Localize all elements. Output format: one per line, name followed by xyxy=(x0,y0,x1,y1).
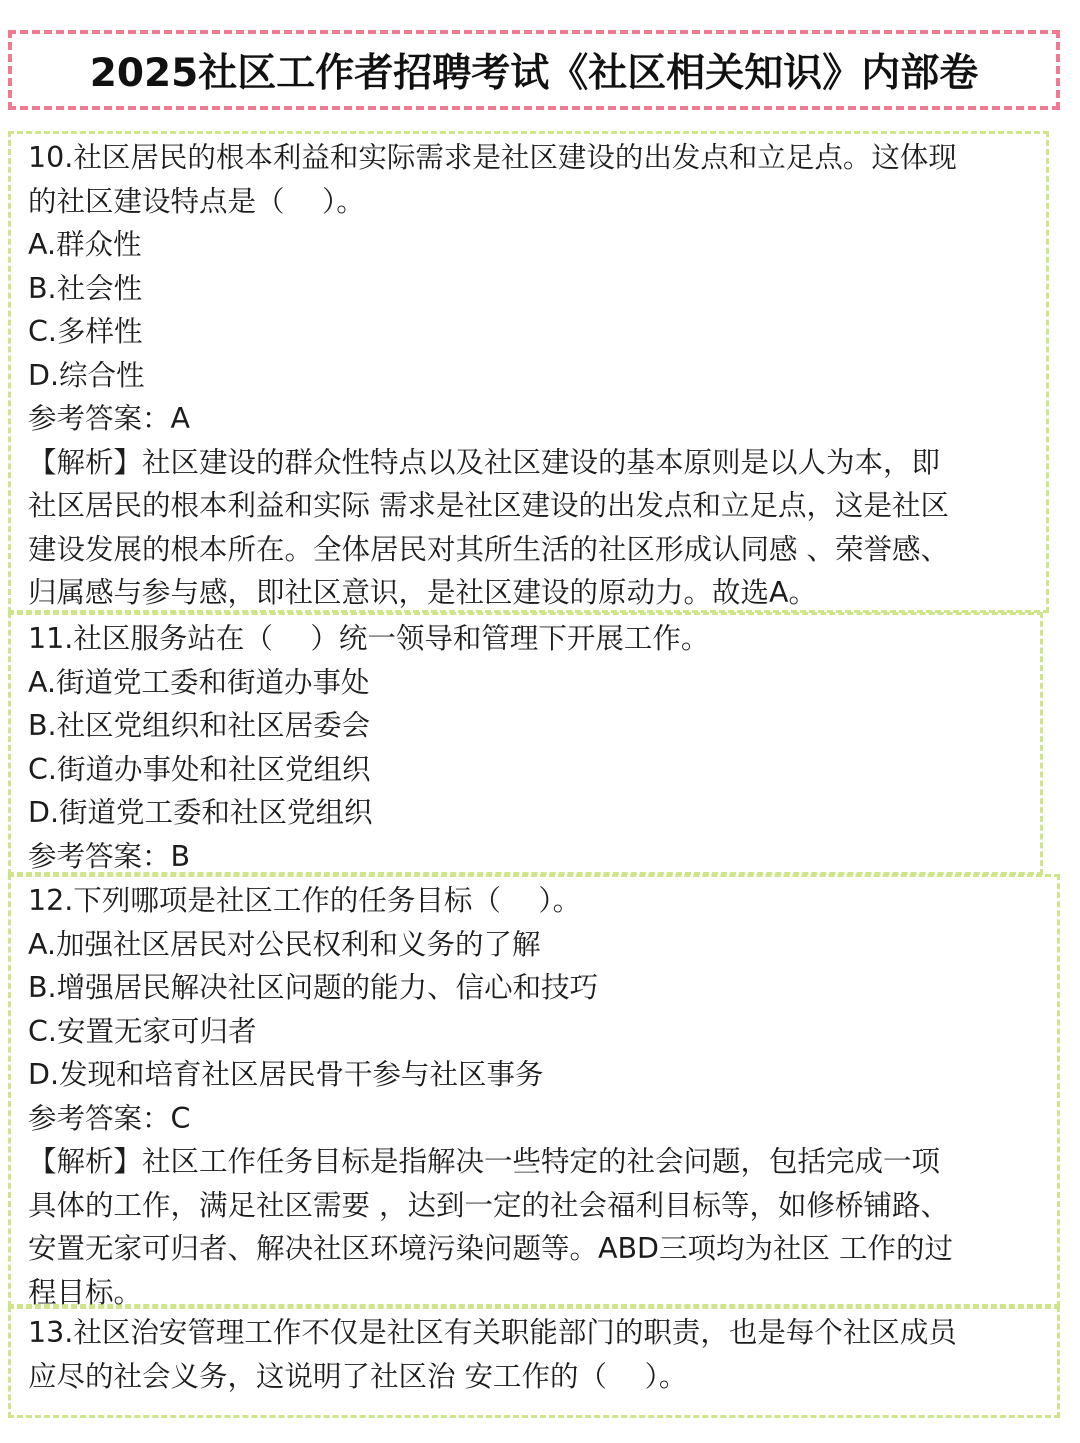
option-b: B.社区党组织和社区居委会 xyxy=(28,709,371,742)
page-title: 2025社区工作者招聘考试《社区相关知识》内部卷 xyxy=(89,51,979,96)
option-d: D.综合性 xyxy=(28,358,145,392)
option-a: A.街道党工委和街道办事处 xyxy=(28,665,370,699)
explanation-line: 建设发展的根本所在。全体居民对其所生活的社区形成认同感 、荣誉感、 xyxy=(28,532,950,566)
question-text-line: 应尽的社会义务，这说明了社区治 安工作的（ ）。 xyxy=(28,1359,688,1393)
explanation-line: 安置无家可归者、解决社区环境污染问题等。ABD三项均为社区 工作的过 xyxy=(28,1232,954,1265)
option-b: B.社会性 xyxy=(28,271,143,305)
explanation-line: 具体的工作，满足社区需要 ，达到一定的社会福利目标等，如修桥铺路、 xyxy=(28,1188,950,1222)
option-d: D.发现和培育社区居民骨干参与社区事务 xyxy=(28,1058,544,1091)
question-text-line: 的社区建设特点是（ ）。 xyxy=(28,184,365,218)
option-d: D.街道党工委和社区党组织 xyxy=(28,796,373,829)
question-text-line: 11.社区服务站在（ ）统一领导和管理下开展工作。 xyxy=(28,622,710,655)
question-text-line: 12.下列哪项是社区工作的任务目标（ ）。 xyxy=(28,884,582,917)
option-b: B.增强居民解决社区问题的能力、信心和技巧 xyxy=(28,971,599,1004)
option-c: C.安置无家可归者 xyxy=(28,1014,257,1048)
explanation-line: 【解析】社区工作任务目标是指解决一些特定的社会问题，包括完成一项 xyxy=(28,1145,941,1178)
reference-answer: 参考答案：A xyxy=(28,402,190,435)
question-text-line: 13.社区治安管理工作不仅是社区有关职能部门的职责，也是每个社区成员 xyxy=(28,1316,957,1349)
title-banner xyxy=(8,30,1060,110)
explanation-line: 社区居民的根本利益和实际 需求是社区建设的出发点和立足点，这是社区 xyxy=(28,489,950,522)
option-a: A.加强社区居民对公民权利和义务的了解 xyxy=(28,927,541,961)
reference-answer: 参考答案：C xyxy=(28,1101,191,1135)
question-card-13 xyxy=(8,1306,1060,1418)
option-c: C.多样性 xyxy=(28,315,143,348)
option-c: C.街道办事处和社区党组织 xyxy=(28,752,371,786)
option-a: A.群众性 xyxy=(28,228,142,261)
explanation-line: 程目标。 xyxy=(28,1275,143,1309)
explanation-line: 【解析】社区建设的群众性特点以及社区建设的基本原则是以人为本，即 xyxy=(28,445,941,479)
reference-answer: 参考答案：B xyxy=(28,839,191,873)
question-card-12 xyxy=(8,874,1060,1307)
question-card-11 xyxy=(8,612,1043,875)
question-card-10 xyxy=(8,131,1049,613)
explanation-line: 归属感与参与感，即社区意识，是社区建设的原动力。故选A。 xyxy=(28,576,817,609)
question-text-line: 10.社区居民的根本利益和实际需求是社区建设的出发点和立足点。这体现 xyxy=(28,141,957,174)
